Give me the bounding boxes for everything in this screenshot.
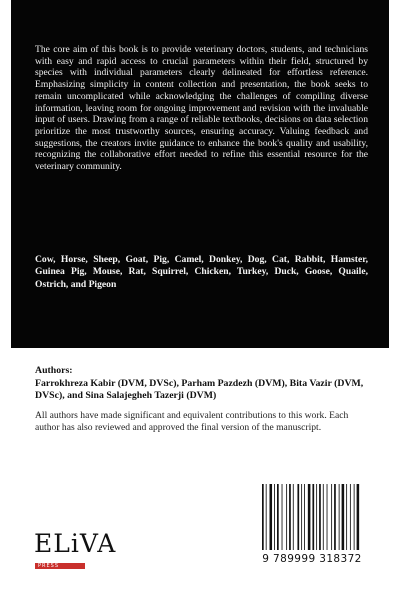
barcode-bar: [277, 484, 279, 550]
barcode-bar: [266, 484, 267, 550]
barcode-bar: [286, 484, 287, 550]
barcode-bar: [289, 484, 291, 550]
authors-names: Farrokhreza Kabir (DVM, DVSc), Parham Pazdezh (DVM), Bita Vazir (DVM, DVSc), and Sina Salajegheh Tazerji (DVM): [35, 378, 364, 402]
barcode-bars: [260, 484, 364, 552]
barcode-bar: [323, 484, 324, 550]
barcode-bar: [331, 484, 332, 550]
barcode-bar: [354, 484, 355, 550]
authors-heading: Authors:: [35, 365, 73, 376]
barcode-bar: [342, 484, 345, 550]
barcode-bar: [316, 484, 317, 550]
barcode-bar: [308, 484, 311, 550]
barcode-bar: [334, 484, 336, 550]
barcode-bar: [274, 484, 275, 550]
barcode-bar: [262, 484, 264, 550]
authors-contribution-note: All authors have made significant and equivalent contributions to this work. Each author has also reviewed and approved the final version of the manuscript.: [35, 410, 349, 433]
isbn-number: 9 789999 318372: [262, 553, 362, 565]
barcode-bar: [346, 484, 347, 550]
barcode-bar: [357, 484, 360, 550]
barcode-bar: [297, 484, 299, 550]
barcode-bar: [304, 484, 305, 550]
barcode-bar: [270, 484, 273, 550]
publisher-logo-wordmark: ELiVA: [34, 529, 117, 558]
barcode-bar: [339, 484, 340, 550]
barcode-bar: [301, 484, 302, 550]
barcode-bar: [282, 484, 283, 550]
barcode-bar: [319, 484, 321, 550]
publisher-logo-subtext: PRESS: [38, 563, 59, 569]
isbn-barcode: [256, 480, 368, 568]
barcode-bar: [293, 484, 294, 550]
barcode-bar: [312, 484, 314, 550]
publisher-logo: [34, 529, 117, 580]
barcode-bar: [350, 484, 351, 550]
book-description: The core aim of this book is to provide veterinary doctors, students, and technicians with easy and rapid access to crucial parameters within their field, structured by species with individual parameters clearly delineated for effortless reference. Emphasizing simplicity in content collection and presentation, the book seeks to remain uncomplicated while acknowledging the challenges of compiling diverse information, leaving room for ongoing improvement and revision with the invaluable input of users. Drawing from a range of reliable textbooks, decisions on data selection prioritize the most trustworthy sources, ensuring accuracy. Valuing feedback and suggestions, the creators invite guidance to enhance the book's quality and usability, recognizing the collaborative effort needed to refine this essential resource for the veterinary community.: [35, 44, 368, 173]
barcode-bar: [327, 484, 328, 550]
species-list: Cow, Horse, Sheep, Goat, Pig, Camel, Donkey, Dog, Cat, Rabbit, Hamster, Guinea Pig, Mouse, Rat, Squirrel, Chicken, Turkey, Duck, Goose, Quaile, Ostrich, and Pigeon: [35, 254, 368, 290]
